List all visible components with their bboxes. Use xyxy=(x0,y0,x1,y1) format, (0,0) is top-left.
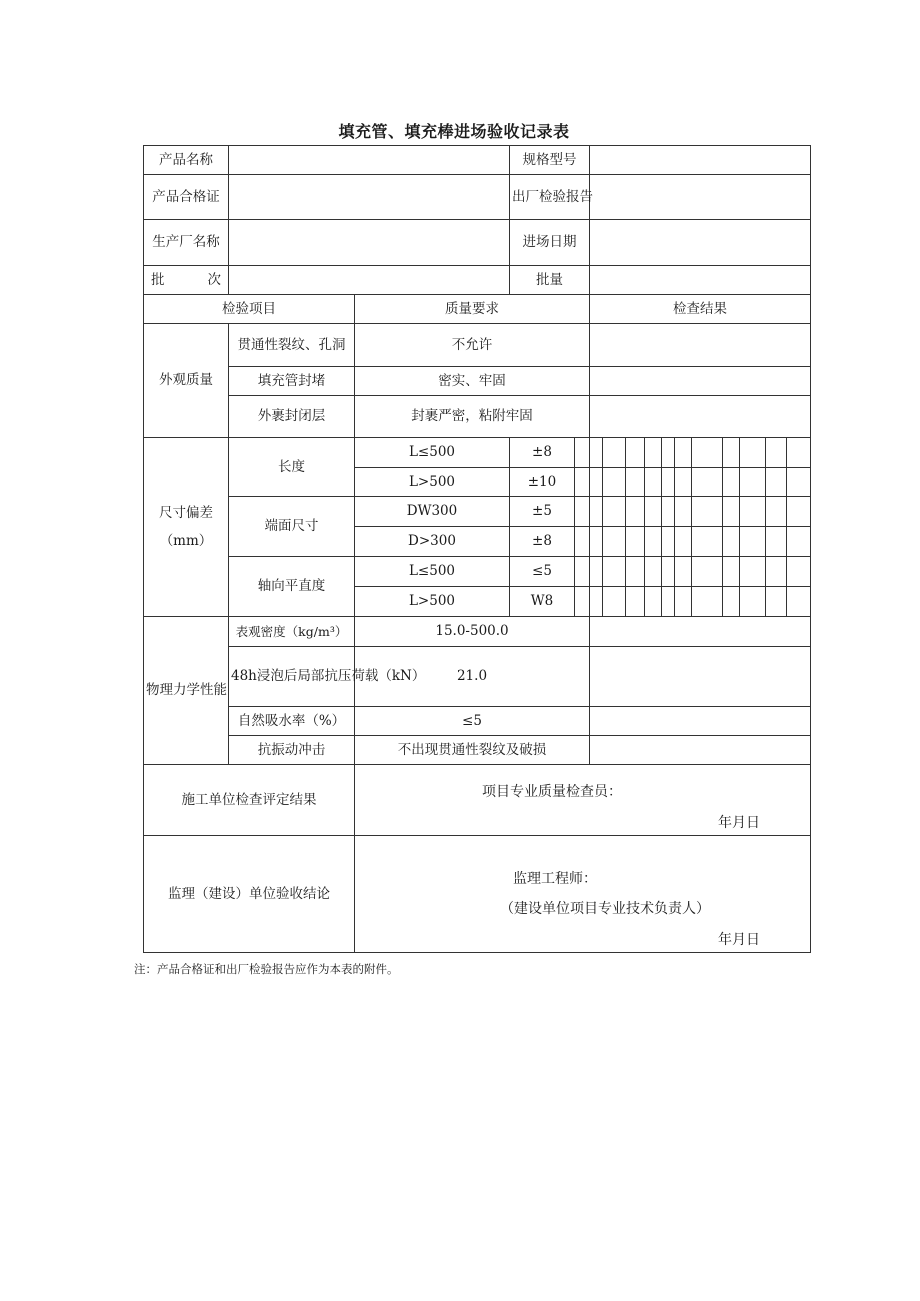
measurement-cell[interactable] xyxy=(590,587,603,617)
physical-row xyxy=(144,736,811,765)
measurement-cell[interactable] xyxy=(787,438,811,468)
measurement-cell[interactable] xyxy=(575,527,590,557)
spec-model-label: 规格型号 xyxy=(510,146,590,175)
measurement-cell[interactable] xyxy=(662,438,675,468)
measurement-cell[interactable] xyxy=(662,557,675,587)
physical-result-field[interactable] xyxy=(590,647,811,707)
batch-number-label: 批 次 xyxy=(144,266,229,295)
header-row xyxy=(144,220,811,266)
dimension-item: 端面尺寸 xyxy=(229,497,355,557)
measurement-cell[interactable] xyxy=(590,468,603,497)
measurement-cell[interactable] xyxy=(692,468,723,497)
measurement-cell[interactable] xyxy=(723,527,740,557)
measurement-cell[interactable] xyxy=(740,468,766,497)
measurement-cell[interactable] xyxy=(626,587,645,617)
measurement-cell[interactable] xyxy=(692,527,723,557)
measurement-cell[interactable] xyxy=(787,468,811,497)
physical-requirement: ≤5 xyxy=(355,707,590,736)
measurement-cell[interactable] xyxy=(662,587,675,617)
appearance-row xyxy=(144,396,811,438)
measurement-cell[interactable] xyxy=(675,587,692,617)
measurement-cell[interactable] xyxy=(692,497,723,527)
measurement-cell[interactable] xyxy=(662,497,675,527)
supervision-conclusion-label: 监理（建设）单位验收结论 xyxy=(144,836,355,953)
measurement-cell[interactable] xyxy=(766,438,787,468)
measurement-cell[interactable] xyxy=(603,527,626,557)
appearance-requirement: 封裹严密，粘附牢固 xyxy=(355,396,590,438)
batch-number-field[interactable] xyxy=(229,266,510,295)
product-name-field[interactable] xyxy=(229,146,510,175)
physical-row xyxy=(144,707,811,736)
dimension-condition: L≤500 xyxy=(355,438,510,468)
construction-result-label: 施工单位检查评定结果 xyxy=(144,765,355,836)
certificate-field[interactable] xyxy=(229,175,510,220)
dimension-condition: L≤500 xyxy=(355,557,510,587)
column-header-requirement: 质量要求 xyxy=(355,295,590,324)
measurement-cell[interactable] xyxy=(645,468,662,497)
appearance-result-field[interactable] xyxy=(590,324,811,367)
measurement-cell[interactable] xyxy=(590,557,603,587)
dimension-condition: L>500 xyxy=(355,587,510,617)
appearance-result-field[interactable] xyxy=(590,396,811,438)
manufacturer-label: 生产厂名称 xyxy=(144,220,229,266)
dimension-tolerance: ≤5 xyxy=(510,557,575,587)
quality-inspector-label: 项目专业质量检查员： xyxy=(482,784,622,800)
manufacturer-field[interactable] xyxy=(229,220,510,266)
dimension-condition: DW300 xyxy=(355,497,510,527)
measurement-cell[interactable] xyxy=(723,438,740,468)
measurement-cell[interactable] xyxy=(575,557,590,587)
measurement-cell[interactable] xyxy=(723,497,740,527)
appearance-row xyxy=(144,367,811,396)
dimension-tolerance: ±5 xyxy=(510,497,575,527)
physical-result-field[interactable] xyxy=(590,707,811,736)
measurement-cell[interactable] xyxy=(662,527,675,557)
physical-requirement: 21.0 xyxy=(355,647,590,707)
dimension-row xyxy=(144,497,811,527)
measurement-cell[interactable] xyxy=(675,527,692,557)
measurement-cell[interactable] xyxy=(590,527,603,557)
measurement-cell[interactable] xyxy=(766,557,787,587)
dimension-unit: （mm） xyxy=(159,533,213,549)
measurement-cell[interactable] xyxy=(603,587,626,617)
dimension-label: 尺寸偏差 xyxy=(159,504,213,521)
dimension-row xyxy=(144,557,811,587)
appearance-requirement: 不允许 xyxy=(355,324,590,367)
dimension-tolerance: W8 xyxy=(510,587,575,617)
measurement-cell[interactable] xyxy=(740,587,766,617)
measurement-cell[interactable] xyxy=(645,497,662,527)
physical-requirement: 15.0-500.0 xyxy=(355,617,590,647)
physical-row xyxy=(144,617,811,647)
dimension-condition: L>500 xyxy=(355,468,510,497)
dimension-category xyxy=(144,438,229,617)
measurement-cell[interactable] xyxy=(675,557,692,587)
dimension-row xyxy=(144,438,811,468)
measurement-cell[interactable] xyxy=(787,527,811,557)
appearance-item: 填充管封堵 xyxy=(229,367,355,396)
column-header-result: 检查结果 xyxy=(590,295,811,324)
measurement-cell[interactable] xyxy=(590,497,603,527)
measurement-cell[interactable] xyxy=(645,527,662,557)
measurement-cell[interactable] xyxy=(626,497,645,527)
column-header-item: 检验项目 xyxy=(144,295,355,324)
appearance-item: 贯通性裂纹、孔洞 xyxy=(229,324,355,367)
appearance-category: 外观质量 xyxy=(144,324,229,438)
supervision-date-label: 年月日 xyxy=(718,932,760,948)
measurement-cell[interactable] xyxy=(692,438,723,468)
measurement-cell[interactable] xyxy=(692,587,723,617)
measurement-cell[interactable] xyxy=(603,438,626,468)
measurement-cell[interactable] xyxy=(675,468,692,497)
measurement-cell[interactable] xyxy=(626,557,645,587)
measurement-cell[interactable] xyxy=(575,468,590,497)
measurement-cell[interactable] xyxy=(766,468,787,497)
header-row xyxy=(144,146,811,175)
measurement-cell[interactable] xyxy=(692,557,723,587)
physical-row xyxy=(144,647,811,707)
dimension-item: 长度 xyxy=(229,438,355,497)
measurement-cell[interactable] xyxy=(626,468,645,497)
header-row xyxy=(144,266,811,295)
measurement-cell[interactable] xyxy=(675,438,692,468)
owner-representative-label: （建设单位项目专业技术负责人） xyxy=(500,901,710,917)
measurement-cell[interactable] xyxy=(603,497,626,527)
measurement-cell[interactable] xyxy=(740,527,766,557)
physical-item: 表观密度（kg/m³） xyxy=(229,617,355,647)
header-row xyxy=(144,175,811,220)
measurement-cell[interactable] xyxy=(662,468,675,497)
physical-category: 物理力学性能 xyxy=(144,617,229,765)
certificate-label: 产品合格证 xyxy=(144,175,229,220)
measurement-cell[interactable] xyxy=(626,438,645,468)
measurement-cell[interactable] xyxy=(766,587,787,617)
measurement-cell[interactable] xyxy=(766,497,787,527)
physical-result-field[interactable] xyxy=(590,617,811,647)
spec-model-field[interactable] xyxy=(590,146,811,175)
factory-report-label: 出厂检验报告 xyxy=(510,175,590,220)
appearance-row xyxy=(144,324,811,367)
measurement-cell[interactable] xyxy=(603,468,626,497)
appearance-result-field[interactable] xyxy=(590,367,811,396)
physical-item: 48h浸泡后局部抗压荷载（kN） xyxy=(229,647,355,707)
appearance-item: 外裹封闭层 xyxy=(229,396,355,438)
dimension-item: 轴向平直度 xyxy=(229,557,355,617)
physical-item: 抗振动冲击 xyxy=(229,736,355,765)
batch-quantity-field[interactable] xyxy=(590,266,811,295)
measurement-cell[interactable] xyxy=(723,468,740,497)
column-header-row xyxy=(144,295,811,324)
measurement-cell[interactable] xyxy=(645,438,662,468)
physical-result-field[interactable] xyxy=(590,736,811,765)
dimension-condition: D>300 xyxy=(355,527,510,557)
measurement-cell[interactable] xyxy=(723,557,740,587)
measurement-cell[interactable] xyxy=(590,438,603,468)
measurement-cell[interactable] xyxy=(766,527,787,557)
measurement-cell[interactable] xyxy=(787,557,811,587)
construction-row xyxy=(144,765,811,836)
measurement-cell[interactable] xyxy=(787,497,811,527)
dimension-tolerance: ±8 xyxy=(510,438,575,468)
measurement-cell[interactable] xyxy=(723,587,740,617)
entry-date-field[interactable] xyxy=(590,220,811,266)
measurement-cell[interactable] xyxy=(626,527,645,557)
entry-date-label: 进场日期 xyxy=(510,220,590,266)
construction-date-label: 年月日 xyxy=(718,815,760,831)
footnote: 注：产品合格证和出厂检验报告应作为本表的附件。 xyxy=(134,962,399,976)
batch-quantity-label: 批量 xyxy=(510,266,590,295)
measurement-cell[interactable] xyxy=(645,587,662,617)
measurement-cell[interactable] xyxy=(575,497,590,527)
dimension-tolerance: ±8 xyxy=(510,527,575,557)
measurement-cell[interactable] xyxy=(740,557,766,587)
measurement-cell[interactable] xyxy=(603,557,626,587)
measurement-cell[interactable] xyxy=(740,497,766,527)
measurement-cell[interactable] xyxy=(675,497,692,527)
supervision-row xyxy=(144,836,811,953)
measurement-cell[interactable] xyxy=(575,587,590,617)
measurement-cell[interactable] xyxy=(575,438,590,468)
form-title: 填充管、填充棒进场验收记录表 xyxy=(338,122,570,141)
measurement-cell[interactable] xyxy=(740,438,766,468)
appearance-requirement: 密实、牢固 xyxy=(355,367,590,396)
measurement-cell[interactable] xyxy=(787,587,811,617)
measurement-cell[interactable] xyxy=(645,557,662,587)
physical-requirement: 不出现贯通性裂纹及破损 xyxy=(355,736,590,765)
supervision-engineer-label: 监理工程师： xyxy=(513,871,597,887)
physical-item: 自然吸水率（%） xyxy=(229,707,355,736)
dimension-tolerance: ±10 xyxy=(510,468,575,497)
product-name-label: 产品名称 xyxy=(144,146,229,175)
inspection-record-table xyxy=(143,145,811,953)
factory-report-field[interactable] xyxy=(590,175,811,220)
